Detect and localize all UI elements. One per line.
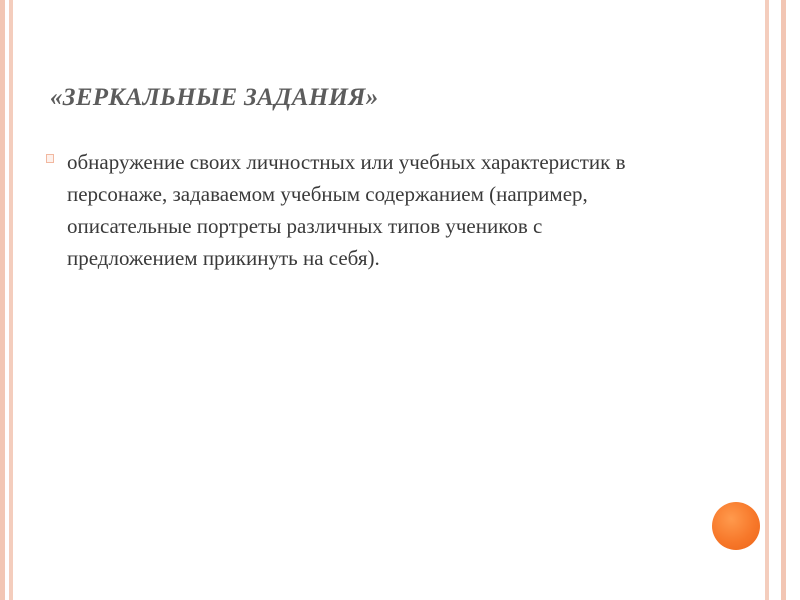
right-border-outer [781,0,786,600]
bullet-item [46,146,666,274]
orange-circle-icon [712,502,760,550]
square-bullet-icon [46,154,54,163]
right-border-inner [765,0,769,600]
slide-title: «ЗЕРКАЛЬНЫЕ ЗАДАНИЯ» [50,84,379,111]
left-border-outer [0,0,5,600]
left-border-inner [9,0,13,600]
bullet-text: обнаружение своих личностных или учебных характеристик в персонаже, задаваемом учебным содержанием (например, описательные портреты различных типов учеников с предложением прикинуть на себя). [67,150,626,270]
